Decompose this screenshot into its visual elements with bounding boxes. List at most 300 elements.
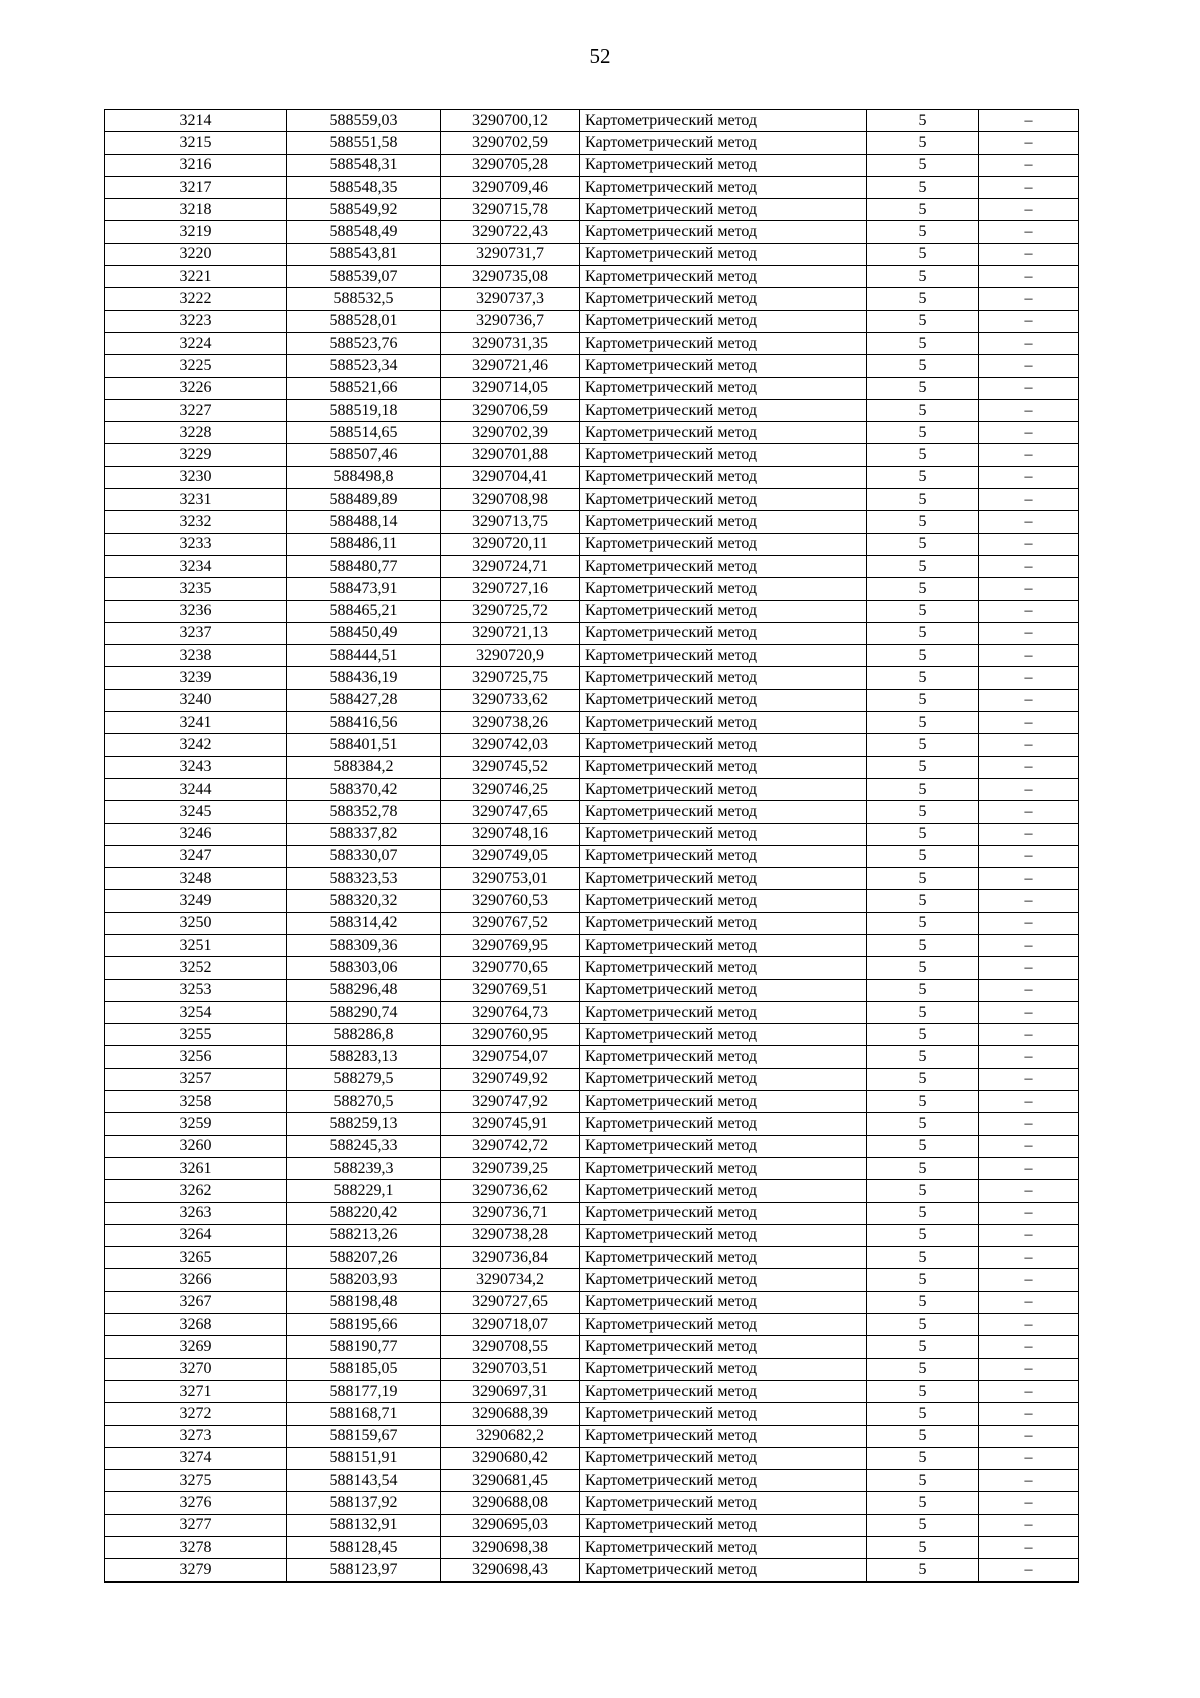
point-number-cell: 3251 <box>105 934 287 956</box>
y-coordinate-cell: 3290727,16 <box>441 578 580 600</box>
coordinates-table-body <box>105 110 1079 1582</box>
point-number-cell: 3239 <box>105 667 287 689</box>
x-coordinate-cell: 588488,14 <box>287 511 441 533</box>
table-row <box>105 466 1079 488</box>
accuracy-cell: 5 <box>867 1291 979 1313</box>
x-coordinate-cell: 588239,3 <box>287 1157 441 1179</box>
table-row <box>105 533 1079 555</box>
method-cell: Картометрический метод <box>580 1403 867 1425</box>
point-number-cell: 3234 <box>105 555 287 577</box>
table-row <box>105 1224 1079 1246</box>
note-cell: – <box>979 332 1079 354</box>
method-cell: Картометрический метод <box>580 1425 867 1447</box>
table-row <box>105 110 1079 132</box>
x-coordinate-cell: 588259,13 <box>287 1113 441 1135</box>
x-coordinate-cell: 588539,07 <box>287 266 441 288</box>
note-cell: – <box>979 243 1079 265</box>
note-cell: – <box>979 1135 1079 1157</box>
accuracy-cell: 5 <box>867 1314 979 1336</box>
x-coordinate-cell: 588489,89 <box>287 489 441 511</box>
x-coordinate-cell: 588548,31 <box>287 154 441 176</box>
point-number-cell: 3258 <box>105 1091 287 1113</box>
method-cell: Картометрический метод <box>580 934 867 956</box>
page-number: 52 <box>589 44 611 68</box>
accuracy-cell: 5 <box>867 466 979 488</box>
table-row <box>105 1336 1079 1358</box>
table-row <box>105 399 1079 421</box>
table-row <box>105 243 1079 265</box>
y-coordinate-cell: 3290709,46 <box>441 176 580 198</box>
method-cell: Картометрический метод <box>580 801 867 823</box>
point-number-cell: 3245 <box>105 801 287 823</box>
method-cell: Картометрический метод <box>580 154 867 176</box>
table-row <box>105 1447 1079 1469</box>
x-coordinate-cell: 588314,42 <box>287 912 441 934</box>
method-cell: Картометрический метод <box>580 979 867 1001</box>
method-cell: Картометрический метод <box>580 712 867 734</box>
table-row <box>105 1537 1079 1559</box>
x-coordinate-cell: 588551,58 <box>287 132 441 154</box>
method-cell: Картометрический метод <box>580 1068 867 1090</box>
point-number-cell: 3215 <box>105 132 287 154</box>
point-number-cell: 3274 <box>105 1447 287 1469</box>
accuracy-cell: 5 <box>867 1537 979 1559</box>
note-cell: – <box>979 1157 1079 1179</box>
accuracy-cell: 5 <box>867 1380 979 1402</box>
note-cell: – <box>979 778 1079 800</box>
method-cell: Картометрический метод <box>580 1336 867 1358</box>
note-cell: – <box>979 1403 1079 1425</box>
accuracy-cell: 5 <box>867 1113 979 1135</box>
accuracy-cell: 5 <box>867 1046 979 1068</box>
method-cell: Картометрический метод <box>580 667 867 689</box>
table-row <box>105 912 1079 934</box>
note-cell: – <box>979 1001 1079 1023</box>
note-cell: – <box>979 868 1079 890</box>
y-coordinate-cell: 3290715,78 <box>441 199 580 221</box>
method-cell: Картометрический метод <box>580 132 867 154</box>
table-row <box>105 221 1079 243</box>
point-number-cell: 3221 <box>105 266 287 288</box>
y-coordinate-cell: 3290769,95 <box>441 934 580 956</box>
table-row <box>105 1380 1079 1402</box>
accuracy-cell: 5 <box>867 979 979 1001</box>
table-row <box>105 578 1079 600</box>
y-coordinate-cell: 3290682,2 <box>441 1425 580 1447</box>
note-cell: – <box>979 1470 1079 1492</box>
point-number-cell: 3235 <box>105 578 287 600</box>
point-number-cell: 3218 <box>105 199 287 221</box>
point-number-cell: 3247 <box>105 845 287 867</box>
x-coordinate-cell: 588523,76 <box>287 332 441 354</box>
y-coordinate-cell: 3290764,73 <box>441 1001 580 1023</box>
table-row <box>105 132 1079 154</box>
note-cell: – <box>979 712 1079 734</box>
note-cell: – <box>979 890 1079 912</box>
note-cell: – <box>979 466 1079 488</box>
y-coordinate-cell: 3290742,03 <box>441 734 580 756</box>
x-coordinate-cell: 588245,33 <box>287 1135 441 1157</box>
method-cell: Картометрический метод <box>580 689 867 711</box>
y-coordinate-cell: 3290731,35 <box>441 332 580 354</box>
point-number-cell: 3229 <box>105 444 287 466</box>
accuracy-cell: 5 <box>867 689 979 711</box>
x-coordinate-cell: 588185,05 <box>287 1358 441 1380</box>
table-row <box>105 1247 1079 1269</box>
x-coordinate-cell: 588480,77 <box>287 555 441 577</box>
x-coordinate-cell: 588168,71 <box>287 1403 441 1425</box>
method-cell: Картометрический метод <box>580 1537 867 1559</box>
note-cell: – <box>979 1425 1079 1447</box>
x-coordinate-cell: 588151,91 <box>287 1447 441 1469</box>
table-row <box>105 756 1079 778</box>
y-coordinate-cell: 3290725,75 <box>441 667 580 689</box>
y-coordinate-cell: 3290722,43 <box>441 221 580 243</box>
table-row <box>105 689 1079 711</box>
y-coordinate-cell: 3290714,05 <box>441 377 580 399</box>
accuracy-cell: 5 <box>867 1024 979 1046</box>
table-row <box>105 1180 1079 1202</box>
point-number-cell: 3231 <box>105 489 287 511</box>
x-coordinate-cell: 588128,45 <box>287 1537 441 1559</box>
x-coordinate-cell: 588370,42 <box>287 778 441 800</box>
method-cell: Картометрический метод <box>580 734 867 756</box>
note-cell: – <box>979 110 1079 132</box>
point-number-cell: 3226 <box>105 377 287 399</box>
x-coordinate-cell: 588213,26 <box>287 1224 441 1246</box>
accuracy-cell: 5 <box>867 511 979 533</box>
accuracy-cell: 5 <box>867 1135 979 1157</box>
table-row <box>105 1425 1079 1447</box>
x-coordinate-cell: 588444,51 <box>287 645 441 667</box>
table-row <box>105 310 1079 332</box>
table-row <box>105 890 1079 912</box>
table-row <box>105 1403 1079 1425</box>
y-coordinate-cell: 3290736,62 <box>441 1180 580 1202</box>
table-row <box>105 1157 1079 1179</box>
accuracy-cell: 5 <box>867 756 979 778</box>
accuracy-cell: 5 <box>867 1157 979 1179</box>
x-coordinate-cell: 588198,48 <box>287 1291 441 1313</box>
note-cell: – <box>979 1314 1079 1336</box>
note-cell: – <box>979 578 1079 600</box>
accuracy-cell: 5 <box>867 890 979 912</box>
y-coordinate-cell: 3290748,16 <box>441 823 580 845</box>
note-cell: – <box>979 600 1079 622</box>
y-coordinate-cell: 3290724,71 <box>441 555 580 577</box>
point-number-cell: 3225 <box>105 355 287 377</box>
point-number-cell: 3250 <box>105 912 287 934</box>
method-cell: Картометрический метод <box>580 1470 867 1492</box>
method-cell: Картометрический метод <box>580 511 867 533</box>
table-row <box>105 667 1079 689</box>
method-cell: Картометрический метод <box>580 422 867 444</box>
method-cell: Картометрический метод <box>580 645 867 667</box>
y-coordinate-cell: 3290746,25 <box>441 778 580 800</box>
x-coordinate-cell: 588528,01 <box>287 310 441 332</box>
point-number-cell: 3278 <box>105 1537 287 1559</box>
point-number-cell: 3266 <box>105 1269 287 1291</box>
accuracy-cell: 5 <box>867 1559 979 1582</box>
table-row <box>105 1291 1079 1313</box>
point-number-cell: 3237 <box>105 622 287 644</box>
table-row <box>105 1470 1079 1492</box>
y-coordinate-cell: 3290747,92 <box>441 1091 580 1113</box>
y-coordinate-cell: 3290698,43 <box>441 1559 580 1582</box>
x-coordinate-cell: 588450,49 <box>287 622 441 644</box>
method-cell: Картометрический метод <box>580 332 867 354</box>
point-number-cell: 3255 <box>105 1024 287 1046</box>
table-row <box>105 734 1079 756</box>
method-cell: Картометрический метод <box>580 288 867 310</box>
y-coordinate-cell: 3290720,11 <box>441 533 580 555</box>
point-number-cell: 3256 <box>105 1046 287 1068</box>
x-coordinate-cell: 588543,81 <box>287 243 441 265</box>
x-coordinate-cell: 588220,42 <box>287 1202 441 1224</box>
y-coordinate-cell: 3290749,05 <box>441 845 580 867</box>
method-cell: Картометрический метод <box>580 1202 867 1224</box>
note-cell: – <box>979 845 1079 867</box>
x-coordinate-cell: 588549,92 <box>287 199 441 221</box>
method-cell: Картометрический метод <box>580 399 867 421</box>
point-number-cell: 3272 <box>105 1403 287 1425</box>
table-row <box>105 622 1079 644</box>
point-number-cell: 3273 <box>105 1425 287 1447</box>
x-coordinate-cell: 588384,2 <box>287 756 441 778</box>
table-row <box>105 934 1079 956</box>
note-cell: – <box>979 444 1079 466</box>
accuracy-cell: 5 <box>867 934 979 956</box>
point-number-cell: 3248 <box>105 868 287 890</box>
table-row <box>105 868 1079 890</box>
point-number-cell: 3238 <box>105 645 287 667</box>
accuracy-cell: 5 <box>867 622 979 644</box>
method-cell: Картометрический метод <box>580 1559 867 1582</box>
y-coordinate-cell: 3290753,01 <box>441 868 580 890</box>
x-coordinate-cell: 588229,1 <box>287 1180 441 1202</box>
accuracy-cell: 5 <box>867 1470 979 1492</box>
accuracy-cell: 5 <box>867 154 979 176</box>
note-cell: – <box>979 801 1079 823</box>
y-coordinate-cell: 3290688,39 <box>441 1403 580 1425</box>
method-cell: Картометрический метод <box>580 1046 867 1068</box>
accuracy-cell: 5 <box>867 266 979 288</box>
note-cell: – <box>979 199 1079 221</box>
point-number-cell: 3270 <box>105 1358 287 1380</box>
note-cell: – <box>979 1180 1079 1202</box>
y-coordinate-cell: 3290769,51 <box>441 979 580 1001</box>
x-coordinate-cell: 588532,5 <box>287 288 441 310</box>
table-row <box>105 1269 1079 1291</box>
note-cell: – <box>979 1202 1079 1224</box>
table-row <box>105 778 1079 800</box>
x-coordinate-cell: 588486,11 <box>287 533 441 555</box>
y-coordinate-cell: 3290725,72 <box>441 600 580 622</box>
note-cell: – <box>979 1291 1079 1313</box>
point-number-cell: 3242 <box>105 734 287 756</box>
point-number-cell: 3268 <box>105 1314 287 1336</box>
point-number-cell: 3275 <box>105 1470 287 1492</box>
y-coordinate-cell: 3290681,45 <box>441 1470 580 1492</box>
accuracy-cell: 5 <box>867 868 979 890</box>
y-coordinate-cell: 3290747,65 <box>441 801 580 823</box>
x-coordinate-cell: 588309,36 <box>287 934 441 956</box>
accuracy-cell: 5 <box>867 332 979 354</box>
accuracy-cell: 5 <box>867 1247 979 1269</box>
note-cell: – <box>979 979 1079 1001</box>
y-coordinate-cell: 3290737,3 <box>441 288 580 310</box>
y-coordinate-cell: 3290731,7 <box>441 243 580 265</box>
x-coordinate-cell: 588427,28 <box>287 689 441 711</box>
y-coordinate-cell: 3290718,07 <box>441 1314 580 1336</box>
table-row <box>105 288 1079 310</box>
x-coordinate-cell: 588514,65 <box>287 422 441 444</box>
x-coordinate-cell: 588279,5 <box>287 1068 441 1090</box>
accuracy-cell: 5 <box>867 845 979 867</box>
x-coordinate-cell: 588320,32 <box>287 890 441 912</box>
table-row <box>105 801 1079 823</box>
method-cell: Картометрический метод <box>580 1492 867 1514</box>
accuracy-cell: 5 <box>867 288 979 310</box>
method-cell: Картометрический метод <box>580 1180 867 1202</box>
point-number-cell: 3233 <box>105 533 287 555</box>
method-cell: Картометрический метод <box>580 1314 867 1336</box>
note-cell: – <box>979 1358 1079 1380</box>
y-coordinate-cell: 3290735,08 <box>441 266 580 288</box>
y-coordinate-cell: 3290738,26 <box>441 712 580 734</box>
x-coordinate-cell: 588416,56 <box>287 712 441 734</box>
point-number-cell: 3232 <box>105 511 287 533</box>
x-coordinate-cell: 588507,46 <box>287 444 441 466</box>
method-cell: Картометрический метод <box>580 310 867 332</box>
accuracy-cell: 5 <box>867 199 979 221</box>
accuracy-cell: 5 <box>867 600 979 622</box>
table-row <box>105 355 1079 377</box>
note-cell: – <box>979 1046 1079 1068</box>
method-cell: Картометрический метод <box>580 243 867 265</box>
x-coordinate-cell: 588283,13 <box>287 1046 441 1068</box>
x-coordinate-cell: 588436,19 <box>287 667 441 689</box>
accuracy-cell: 5 <box>867 533 979 555</box>
note-cell: – <box>979 1269 1079 1291</box>
method-cell: Картометрический метод <box>580 1269 867 1291</box>
table-row <box>105 1358 1079 1380</box>
note-cell: – <box>979 221 1079 243</box>
point-number-cell: 3264 <box>105 1224 287 1246</box>
y-coordinate-cell: 3290733,62 <box>441 689 580 711</box>
method-cell: Картометрический метод <box>580 1157 867 1179</box>
accuracy-cell: 5 <box>867 243 979 265</box>
point-number-cell: 3269 <box>105 1336 287 1358</box>
table-row <box>105 1559 1079 1582</box>
table-row <box>105 645 1079 667</box>
accuracy-cell: 5 <box>867 667 979 689</box>
accuracy-cell: 5 <box>867 355 979 377</box>
accuracy-cell: 5 <box>867 912 979 934</box>
table-row <box>105 377 1079 399</box>
y-coordinate-cell: 3290695,03 <box>441 1514 580 1536</box>
y-coordinate-cell: 3290736,71 <box>441 1202 580 1224</box>
note-cell: – <box>979 422 1079 444</box>
y-coordinate-cell: 3290708,98 <box>441 489 580 511</box>
x-coordinate-cell: 588521,66 <box>287 377 441 399</box>
accuracy-cell: 5 <box>867 444 979 466</box>
y-coordinate-cell: 3290736,7 <box>441 310 580 332</box>
table-row <box>105 1091 1079 1113</box>
method-cell: Картометрический метод <box>580 533 867 555</box>
y-coordinate-cell: 3290706,59 <box>441 399 580 421</box>
accuracy-cell: 5 <box>867 489 979 511</box>
point-number-cell: 3263 <box>105 1202 287 1224</box>
x-coordinate-cell: 588159,67 <box>287 1425 441 1447</box>
x-coordinate-cell: 588473,91 <box>287 578 441 600</box>
method-cell: Картометрический метод <box>580 1380 867 1402</box>
table-row <box>105 199 1079 221</box>
y-coordinate-cell: 3290680,42 <box>441 1447 580 1469</box>
note-cell: – <box>979 1113 1079 1135</box>
y-coordinate-cell: 3290767,52 <box>441 912 580 934</box>
table-row <box>105 1314 1079 1336</box>
method-cell: Картометрический метод <box>580 1024 867 1046</box>
note-cell: – <box>979 1224 1079 1246</box>
table-row <box>105 1492 1079 1514</box>
method-cell: Картометрический метод <box>580 1001 867 1023</box>
method-cell: Картометрический метод <box>580 868 867 890</box>
x-coordinate-cell: 588548,49 <box>287 221 441 243</box>
method-cell: Картометрический метод <box>580 377 867 399</box>
x-coordinate-cell: 588523,34 <box>287 355 441 377</box>
method-cell: Картометрический метод <box>580 957 867 979</box>
y-coordinate-cell: 3290749,92 <box>441 1068 580 1090</box>
accuracy-cell: 5 <box>867 778 979 800</box>
point-number-cell: 3228 <box>105 422 287 444</box>
method-cell: Картометрический метод <box>580 1447 867 1469</box>
table-row <box>105 1202 1079 1224</box>
table-row <box>105 422 1079 444</box>
method-cell: Картометрический метод <box>580 555 867 577</box>
accuracy-cell: 5 <box>867 110 979 132</box>
point-number-cell: 3217 <box>105 176 287 198</box>
y-coordinate-cell: 3290734,2 <box>441 1269 580 1291</box>
method-cell: Картометрический метод <box>580 1224 867 1246</box>
y-coordinate-cell: 3290760,95 <box>441 1024 580 1046</box>
y-coordinate-cell: 3290754,07 <box>441 1046 580 1068</box>
x-coordinate-cell: 588352,78 <box>287 801 441 823</box>
point-number-cell: 3230 <box>105 466 287 488</box>
x-coordinate-cell: 588177,19 <box>287 1380 441 1402</box>
x-coordinate-cell: 588498,8 <box>287 466 441 488</box>
x-coordinate-cell: 588195,66 <box>287 1314 441 1336</box>
point-number-cell: 3222 <box>105 288 287 310</box>
y-coordinate-cell: 3290760,53 <box>441 890 580 912</box>
y-coordinate-cell: 3290745,91 <box>441 1113 580 1135</box>
table-row <box>105 444 1079 466</box>
x-coordinate-cell: 588548,35 <box>287 176 441 198</box>
point-number-cell: 3219 <box>105 221 287 243</box>
y-coordinate-cell: 3290688,08 <box>441 1492 580 1514</box>
y-coordinate-cell: 3290700,12 <box>441 110 580 132</box>
table-row <box>105 600 1079 622</box>
point-number-cell: 3216 <box>105 154 287 176</box>
y-coordinate-cell: 3290742,72 <box>441 1135 580 1157</box>
y-coordinate-cell: 3290745,52 <box>441 756 580 778</box>
table-row <box>105 489 1079 511</box>
x-coordinate-cell: 588143,54 <box>287 1470 441 1492</box>
method-cell: Картометрический метод <box>580 199 867 221</box>
accuracy-cell: 5 <box>867 1403 979 1425</box>
point-number-cell: 3253 <box>105 979 287 1001</box>
accuracy-cell: 5 <box>867 1068 979 1090</box>
